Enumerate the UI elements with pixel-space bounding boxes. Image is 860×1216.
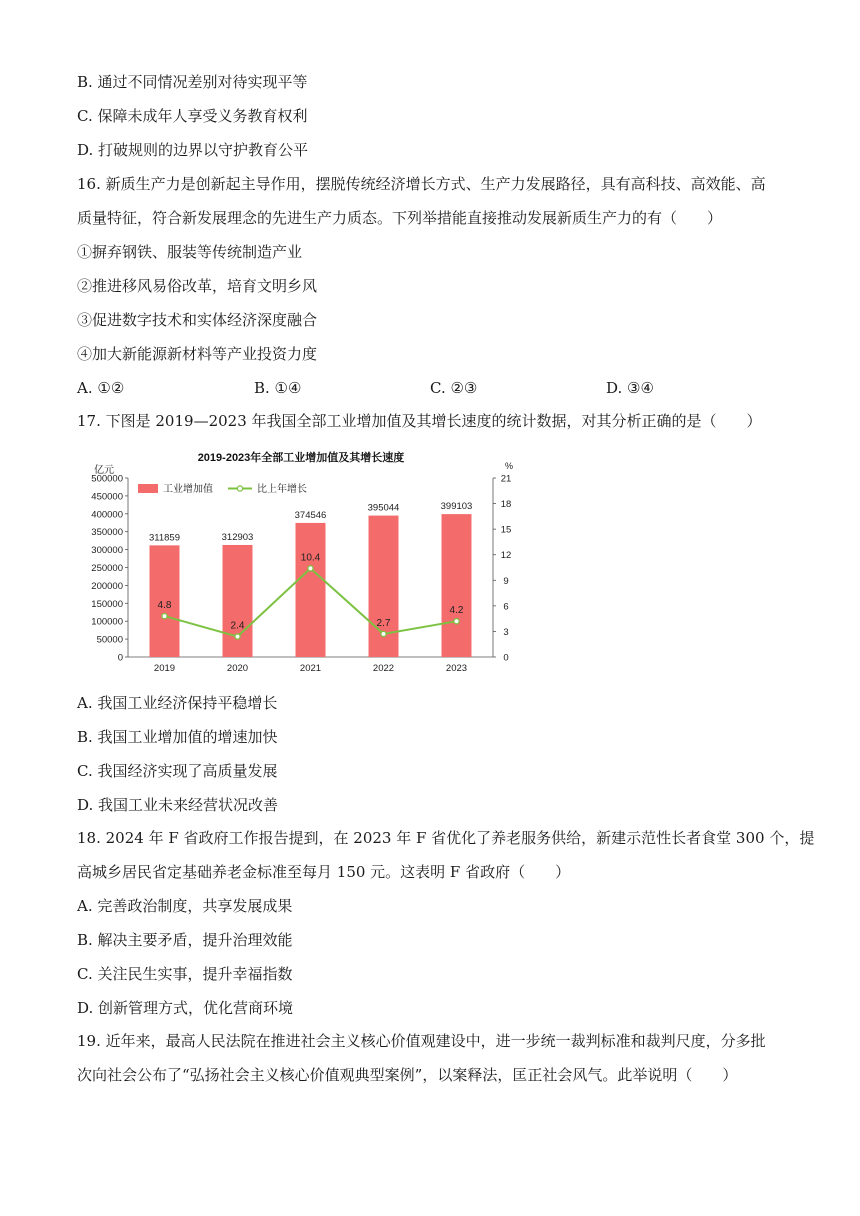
bar-value-label: 312903: [221, 531, 254, 543]
y2-tick-label: 21: [500, 473, 512, 485]
y2-axis-unit: %: [505, 461, 514, 471]
q16-option-b: B. ①④: [254, 379, 302, 397]
q15-option-c: C. 保障未成年人享受义务教育权利: [77, 107, 308, 125]
x-tick-label: 2020: [226, 663, 249, 674]
growth-value-label: 2.7: [376, 617, 391, 629]
y-tick-label: 250000: [91, 563, 123, 574]
q16-option-c: C. ②③: [430, 379, 478, 397]
q16-item-1: ①摒弃钢铁、服装等传统制造产业: [77, 243, 303, 261]
x-tick-label: 2022: [372, 663, 395, 674]
x-tick-label: 2019: [153, 663, 176, 674]
q16-stem-line1: 16. 新质生产力是创新起主导作用，摆脱传统经济增长方式、生产力发展路径，具有高科技、高效能、高: [77, 175, 766, 193]
q17-option-a: A. 我国工业经济保持平稳增长: [77, 694, 278, 712]
y2-tick-label: 15: [500, 524, 512, 536]
q19-stem-line1: 19. 近年来，最高人民法院在推进社会主义核心价值观建设中，进一步统一裁判标准和裁判尺度，分多批: [77, 1032, 766, 1050]
chart-title: 2019-2023年全部工业增加值及其增长速度: [197, 452, 405, 464]
legend-bar-label: 工业增加值: [163, 484, 213, 495]
q18-option-b: B. 解决主要矛盾，提升治理效能: [77, 931, 293, 949]
growth-value-label: 4.8: [157, 600, 172, 612]
y-tick-label: 0: [117, 652, 123, 664]
legend-line-marker: [237, 486, 242, 491]
y-tick-label: 150000: [91, 598, 123, 610]
q16-item-2: ②推进移风易俗改革，培育文明乡风: [77, 277, 318, 295]
growth-point-2021: [308, 566, 313, 571]
q15-option-b: B. 通过不同情况差别对待实现平等: [77, 73, 308, 91]
q17-option-c: C. 我国经济实现了高质量发展: [77, 762, 278, 780]
bar-2023: [442, 514, 472, 657]
q18-option-c: C. 关注民生实事，提升幸福指数: [77, 965, 293, 983]
y-tick-label: 500000: [91, 473, 123, 485]
q17-option-b: B. 我国工业增加值的增速加快: [77, 728, 278, 746]
y-tick-label: 200000: [91, 580, 123, 592]
q16-stem-line2: 质量特征，符合新发展理念的先进生产力质态。下列举措能直接推动发展新质生产力的有（ ）: [77, 209, 723, 227]
bar-value-label: 395044: [367, 502, 400, 514]
y-tick-label: 100000: [91, 616, 123, 628]
y2-tick-label: 9: [503, 575, 509, 587]
growth-point-2023: [454, 619, 459, 624]
q16-options: [77, 378, 797, 398]
y2-tick-label: 6: [503, 601, 509, 613]
growth-point-2022: [381, 631, 386, 636]
growth-value-label: 4.2: [449, 605, 464, 617]
q18-option-a: A. 完善政治制度，共享发展成果: [77, 897, 293, 915]
q17-option-d: D. 我国工业未来经营状况改善: [77, 796, 279, 814]
y-tick-label: 400000: [91, 509, 123, 521]
x-tick-label: 2023: [445, 663, 468, 674]
y2-tick-label: 18: [500, 499, 512, 511]
growth-point-2019: [162, 613, 167, 618]
y2-tick-label: 12: [500, 550, 512, 562]
growth-value-label: 10.4: [300, 552, 321, 564]
q16-option-a: A. ①②: [77, 379, 125, 397]
y2-tick-label: 0: [503, 652, 509, 664]
y-tick-label: 450000: [91, 491, 123, 503]
y-tick-label: 300000: [91, 545, 123, 557]
q17-stem: 17. 下图是 2019—2023 年我国全部工业增加值及其增长速度的统计数据，对其分析正确的是（ ）: [77, 412, 762, 430]
y-axis-unit: 亿元: [94, 465, 114, 476]
q16-option-d: D. ③④: [606, 379, 654, 397]
industrial-value-chart: [76, 444, 526, 680]
bar-value-label: 374546: [294, 509, 327, 521]
y-tick-label: 50000: [96, 634, 123, 646]
growth-value-label: 2.4: [230, 620, 245, 632]
q18-option-d: D. 创新管理方式，优化营商环境: [77, 999, 294, 1017]
legend-line-label: 比上年增长: [257, 484, 307, 495]
q16-item-3: ③促进数字技术和实体经济深度融合: [77, 311, 318, 329]
growth-point-2020: [235, 634, 240, 639]
legend-bar-swatch: [138, 484, 158, 493]
q16-item-4: ④加大新能源新材料等产业投资力度: [77, 345, 318, 363]
bar-2020: [223, 545, 253, 657]
bar-2021: [296, 523, 326, 657]
bar-value-label: 311859: [149, 532, 180, 544]
q18-stem-line2: 高城乡居民省定基础养老金标准至每月 150 元。这表明 F 省政府（ ）: [77, 863, 571, 881]
q15-option-d: D. 打破规则的边界以守护教育公平: [77, 141, 309, 159]
q18-stem-line1: 18. 2024 年 F 省政府工作报告提到，在 2023 年 F 省优化了养老服务供给，新建示范性长者食堂 300 个，提: [77, 829, 815, 847]
bar-value-label: 399103: [440, 501, 473, 513]
q19-stem-line2: 次向社会公布了“弘扬社会主义核心价值观典型案例”，以案释法，匡正社会风气。此举说明（ ）: [77, 1066, 738, 1084]
y2-tick-label: 3: [503, 626, 509, 638]
y-tick-label: 350000: [91, 527, 123, 539]
x-tick-label: 2021: [299, 663, 322, 674]
